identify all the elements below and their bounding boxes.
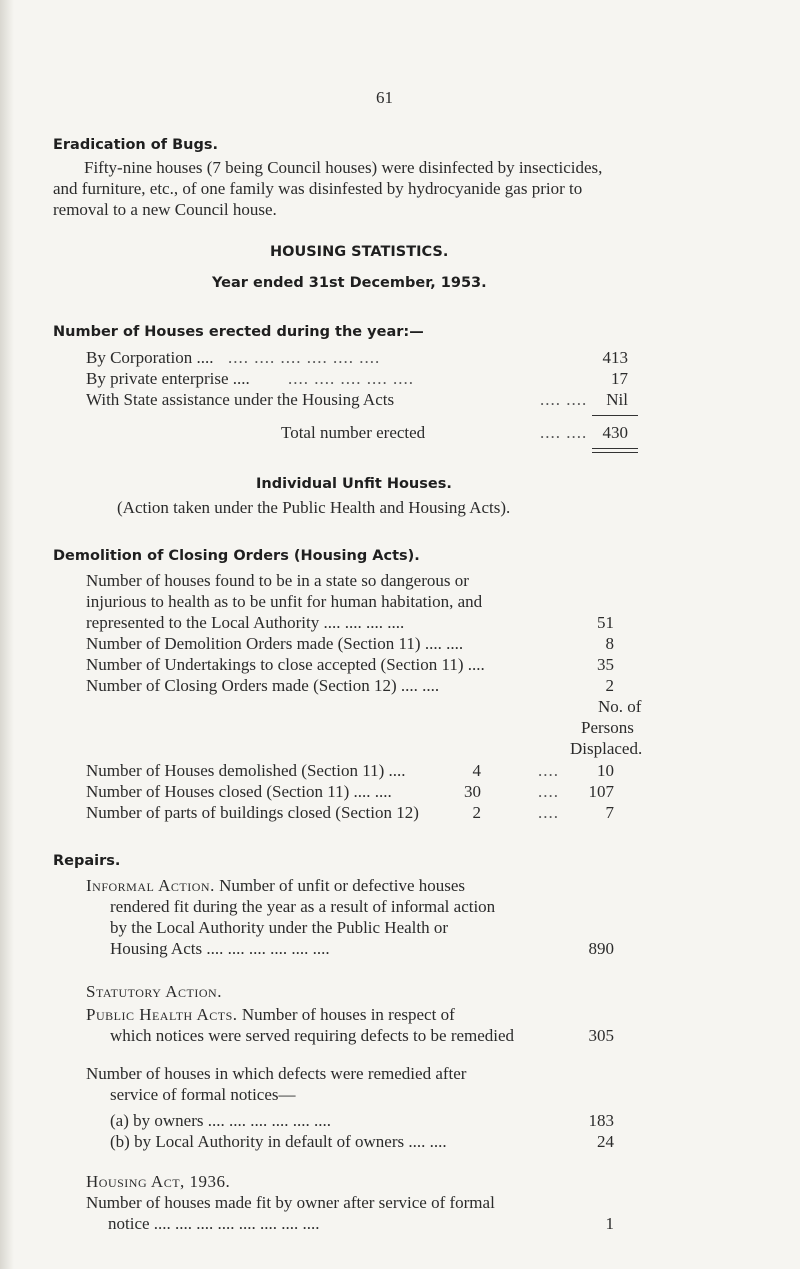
displaced-row-dots: .... [538, 782, 559, 801]
total-double-rule-1 [592, 448, 638, 449]
statutory-action-label: Statutory Action. [86, 982, 222, 1001]
remedied-item-value: 24 [597, 1132, 614, 1151]
demolition-text: Number of Undertakings to close accepted (Section 11) .... [86, 655, 485, 674]
housing-stats-title: HOUSING STATISTICS. [270, 244, 449, 260]
erected-row-dots: .... .... [540, 390, 588, 409]
bugs-line-3: removal to a new Council house. [53, 200, 277, 219]
remedied-item-label: (b) by Local Authority in default of owners .... .... [110, 1132, 447, 1151]
total-erected-value: 430 [602, 423, 628, 442]
demolition-text: injurious to health as to be unfit for human habitation, and [86, 592, 483, 611]
erected-row-dots: .... .... .... .... .... .... [228, 348, 381, 367]
displaced-row-label: Number of Houses closed (Section 11) .... .... [86, 782, 392, 801]
demolition-value: 2 [605, 676, 614, 695]
displaced-row-count: 30 [464, 782, 481, 801]
remedied-item-value: 183 [588, 1111, 614, 1130]
erected-heading: Number of Houses erected during the year:— [53, 324, 424, 340]
displaced-row-count: 4 [472, 761, 481, 780]
displaced-row-persons: 7 [605, 803, 614, 822]
displaced-row-count: 2 [472, 803, 481, 822]
erected-row-value: 17 [611, 369, 628, 388]
remedied-text: service of formal notices— [110, 1085, 296, 1104]
demolition-text: represented to the Local Authority .... .... .... .... [86, 613, 405, 632]
remedied-text: Number of houses in which defects were remedied after [86, 1064, 467, 1083]
displaced-header: Persons [581, 718, 634, 737]
bugs-line-2: and furniture, etc., of one family was disinfested by hydrocyanide gas prior to [53, 179, 583, 198]
informal-action-text: rendered fit during the year as a result of informal action [110, 897, 496, 916]
unfit-heading: Individual Unfit Houses. [256, 476, 452, 492]
demolition-value: 35 [597, 655, 614, 674]
page-number: 61 [376, 88, 393, 107]
displaced-row-dots: .... [538, 761, 559, 780]
informal-action-text: Housing Acts .... .... .... .... .... .... [110, 939, 330, 958]
public-health-label: Public Health Acts. [86, 1005, 238, 1024]
housing-act-text: notice .... .... .... .... .... .... .... .... [108, 1214, 320, 1233]
informal-action-text: Number of unfit or defective houses [214, 876, 466, 895]
displaced-header: Displaced. [570, 739, 643, 758]
erected-row-label: By private enterprise .... [86, 369, 250, 388]
total-double-rule-2 [592, 452, 638, 453]
demolition-heading: Demolition of Closing Orders (Housing Acts). [53, 548, 420, 564]
displaced-header: No. of [598, 697, 642, 716]
informal-action-line-1 [86, 876, 465, 896]
public-health-line-1 [86, 1005, 455, 1025]
housing-act-label: Housing Act, 1936. [86, 1172, 231, 1191]
total-erected-dots: .... .... [540, 423, 588, 442]
demolition-text: Number of houses found to be in a state so dangerous or [86, 571, 469, 590]
bugs-heading: Eradication of Bugs. [53, 137, 219, 153]
erected-row-label: With State assistance under the Housing Acts [86, 390, 395, 409]
housing-act-value: 1 [605, 1214, 614, 1233]
demolition-text: Number of Demolition Orders made (Section 11) .... .... [86, 634, 464, 653]
remedied-item-label: (a) by owners .... .... .... .... .... .... [110, 1111, 331, 1130]
housing-stats-subtitle: Year ended 31st December, 1953. [212, 275, 487, 291]
erected-row-value: Nil [606, 390, 628, 409]
public-health-text: which notices were served requiring defects to be remedied [110, 1026, 515, 1045]
housing-act-text: Number of houses made fit by owner after service of formal [86, 1193, 495, 1212]
informal-action-value: 890 [588, 939, 614, 958]
public-health-text: Number of houses in respect of [237, 1005, 455, 1024]
erected-row-value: 413 [602, 348, 628, 367]
displaced-row-label: Number of parts of buildings closed (Section 12) [86, 803, 419, 822]
public-health-value: 305 [588, 1026, 614, 1045]
erected-row-label: By Corporation .... [86, 348, 214, 367]
demolition-value: 51 [597, 613, 614, 632]
erected-row-dots: .... .... .... .... .... [288, 369, 414, 388]
repairs-heading: Repairs. [53, 853, 121, 869]
demolition-value: 8 [605, 634, 614, 653]
total-top-rule [592, 415, 638, 416]
unfit-subheading: (Action taken under the Public Health and Housing Acts). [117, 498, 511, 517]
demolition-text: Number of Closing Orders made (Section 12) .... .... [86, 676, 440, 695]
informal-action-label: Informal Action. [86, 876, 215, 895]
displaced-row-persons: 10 [597, 761, 614, 780]
displaced-row-persons: 107 [588, 782, 614, 801]
displaced-row-dots: .... [538, 803, 559, 822]
page-edge-shadow [0, 0, 14, 1269]
informal-action-text: by the Local Authority under the Public Health or [110, 918, 449, 937]
displaced-row-label: Number of Houses demolished (Section 11) .... [86, 761, 406, 780]
total-erected-label: Total number erected [281, 423, 426, 442]
bugs-line-1: Fifty-nine houses (7 being Council houses) were disinfected by insecticides, [84, 158, 603, 177]
